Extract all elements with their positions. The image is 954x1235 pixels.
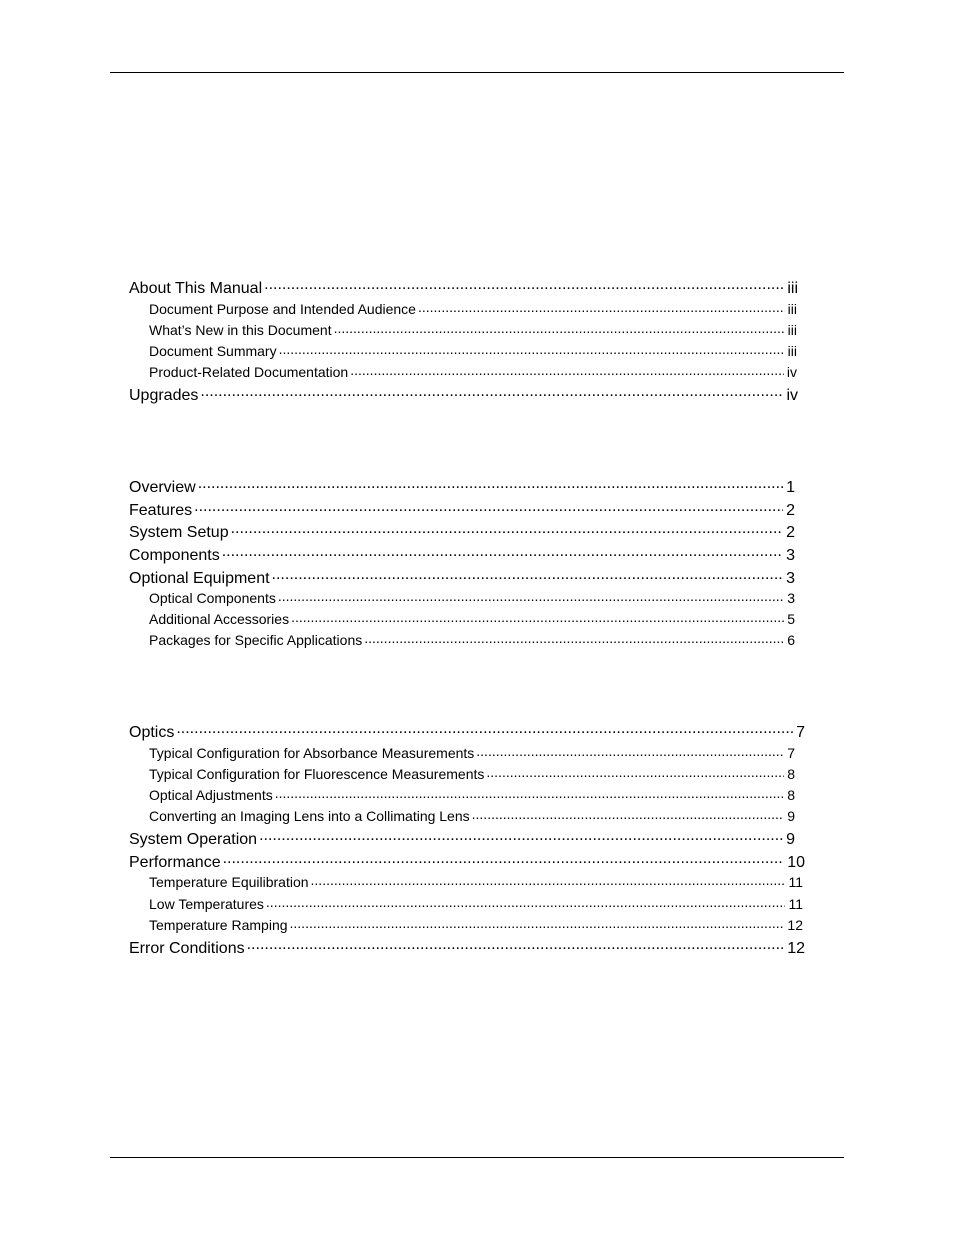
toc-entry-performance[interactable] [129, 851, 805, 873]
toc-entry-document-summary[interactable] [149, 342, 797, 360]
toc-entry-temperature-ramping[interactable] [149, 916, 803, 934]
toc-entry-system-operation[interactable] [129, 828, 795, 850]
toc-entry-title: Packages for Specific Applications [149, 632, 363, 648]
dot-leader [472, 807, 785, 821]
toc-entry-title: Performance [129, 854, 221, 871]
toc-entry-overview[interactable] [129, 476, 795, 498]
toc-entry-page: iii [787, 280, 798, 297]
toc-entry-title: Document Summary [149, 343, 277, 359]
dot-leader [259, 828, 783, 844]
toc-entry-upgrades[interactable] [129, 384, 798, 406]
dot-leader [223, 851, 785, 867]
toc-entry-page: 2 [786, 502, 795, 519]
dot-leader [198, 476, 783, 492]
dot-leader [222, 544, 783, 560]
dot-leader [350, 363, 784, 377]
toc-entry-page: iii [787, 322, 797, 338]
toc-entry-system-setup[interactable] [129, 521, 795, 543]
dot-leader [275, 786, 784, 800]
toc-entry-title: Optics [129, 724, 175, 741]
toc-entry-page: 5 [787, 611, 795, 627]
toc-entry-page: 1 [786, 479, 795, 496]
dot-leader [279, 342, 785, 356]
toc-entry-title: What’s New in this Document [149, 322, 332, 338]
toc-entry-title: Upgrades [129, 387, 199, 404]
toc-entry-title: Temperature Equilibration [149, 874, 309, 890]
toc-entry-title: Product-Related Documentation [149, 364, 349, 380]
dot-leader [278, 589, 784, 603]
dot-leader [266, 895, 786, 909]
toc-entry-optical-components[interactable] [149, 589, 795, 607]
footer-rule [110, 1157, 844, 1158]
toc-entry-optional-equipment[interactable] [129, 567, 795, 589]
toc-entry-low-temperatures[interactable] [149, 895, 803, 913]
toc-entry-page: 3 [787, 590, 795, 606]
dot-leader [194, 499, 783, 515]
toc-entry-title: Additional Accessories [149, 611, 290, 627]
toc-entry-additional-accessories[interactable] [149, 610, 795, 628]
dot-leader [290, 916, 785, 930]
toc-entry-title: Document Purpose and Intended Audience [149, 301, 416, 317]
toc-entry-title: System Operation [129, 831, 258, 848]
toc-entry-title: System Setup [129, 524, 229, 541]
toc-entry-page: 8 [787, 766, 795, 782]
dot-leader [272, 567, 784, 583]
toc-entry-title: Low Temperatures [149, 896, 264, 912]
dot-leader [486, 765, 784, 779]
dot-leader [334, 321, 785, 335]
toc-entry-temperature-equilibration[interactable] [149, 873, 803, 891]
toc-entry-title: Optional Equipment [129, 570, 270, 587]
toc-entry-optical-adjustments[interactable] [149, 786, 795, 804]
toc-entry-page: 12 [787, 940, 805, 957]
dot-leader [264, 277, 784, 293]
dot-leader [311, 873, 786, 887]
toc-entry-features[interactable] [129, 499, 795, 521]
toc-entry-title: Typical Configuration for Fluorescence Measurements [149, 766, 485, 782]
toc-entry-page: 12 [787, 917, 803, 933]
toc-entry-title: Features [129, 502, 193, 519]
toc-entry-page: 9 [787, 808, 795, 824]
toc-entry-title: Optical Components [149, 590, 276, 606]
toc-entry-error-conditions[interactable] [129, 937, 805, 959]
dot-leader [176, 721, 793, 737]
toc-entry-page: iv [786, 364, 797, 380]
toc-entry-page: iii [787, 343, 797, 359]
toc-entry-title: Error Conditions [129, 940, 245, 957]
toc-entry-document-purpose[interactable] [149, 300, 797, 318]
toc-entry-page: 3 [786, 547, 795, 564]
toc-entry-title: Converting an Imaging Lens into a Collimating Lens [149, 808, 470, 824]
toc-entry-page: 8 [787, 787, 795, 803]
toc-entry-whats-new[interactable] [149, 321, 797, 339]
toc-entry-title: About This Manual [129, 280, 263, 297]
toc-entry-packages-for-specific-applications[interactable] [149, 631, 795, 649]
toc-entry-page: 11 [788, 896, 803, 912]
dot-leader [418, 300, 785, 314]
toc-entry-title: Overview [129, 479, 196, 496]
toc-entry-title: Components [129, 547, 220, 564]
toc-entry-converting-imaging-lens[interactable] [149, 807, 795, 825]
dot-leader [476, 744, 784, 758]
dot-leader [291, 610, 784, 624]
toc-entry-title: Temperature Ramping [149, 917, 288, 933]
toc-entry-page: 11 [788, 874, 803, 890]
toc-entry-page: 7 [787, 745, 795, 761]
toc-entry-about-this-manual[interactable] [129, 277, 798, 299]
toc-entry-page: 9 [786, 831, 795, 848]
toc-entry-page: iv [786, 387, 798, 404]
dot-leader [200, 384, 783, 400]
toc-entry-page: 10 [787, 854, 805, 871]
toc-entry-page: 6 [787, 632, 795, 648]
dot-leader [364, 631, 784, 645]
toc-entry-page: 2 [786, 524, 795, 541]
toc-entry-absorbance-configuration[interactable] [149, 744, 795, 762]
toc-entry-optics[interactable] [129, 721, 805, 743]
toc-entry-title: Optical Adjustments [149, 787, 273, 803]
toc-entry-page: 7 [796, 724, 805, 741]
toc-entry-page: iii [787, 301, 797, 317]
toc-entry-product-related-documentation[interactable] [149, 363, 797, 381]
toc-entry-components[interactable] [129, 544, 795, 566]
toc-entry-title: Typical Configuration for Absorbance Measurements [149, 745, 475, 761]
dot-leader [247, 937, 785, 953]
toc-entry-fluorescence-configuration[interactable] [149, 765, 795, 783]
toc-entry-page: 3 [786, 570, 795, 587]
dot-leader [231, 521, 783, 537]
